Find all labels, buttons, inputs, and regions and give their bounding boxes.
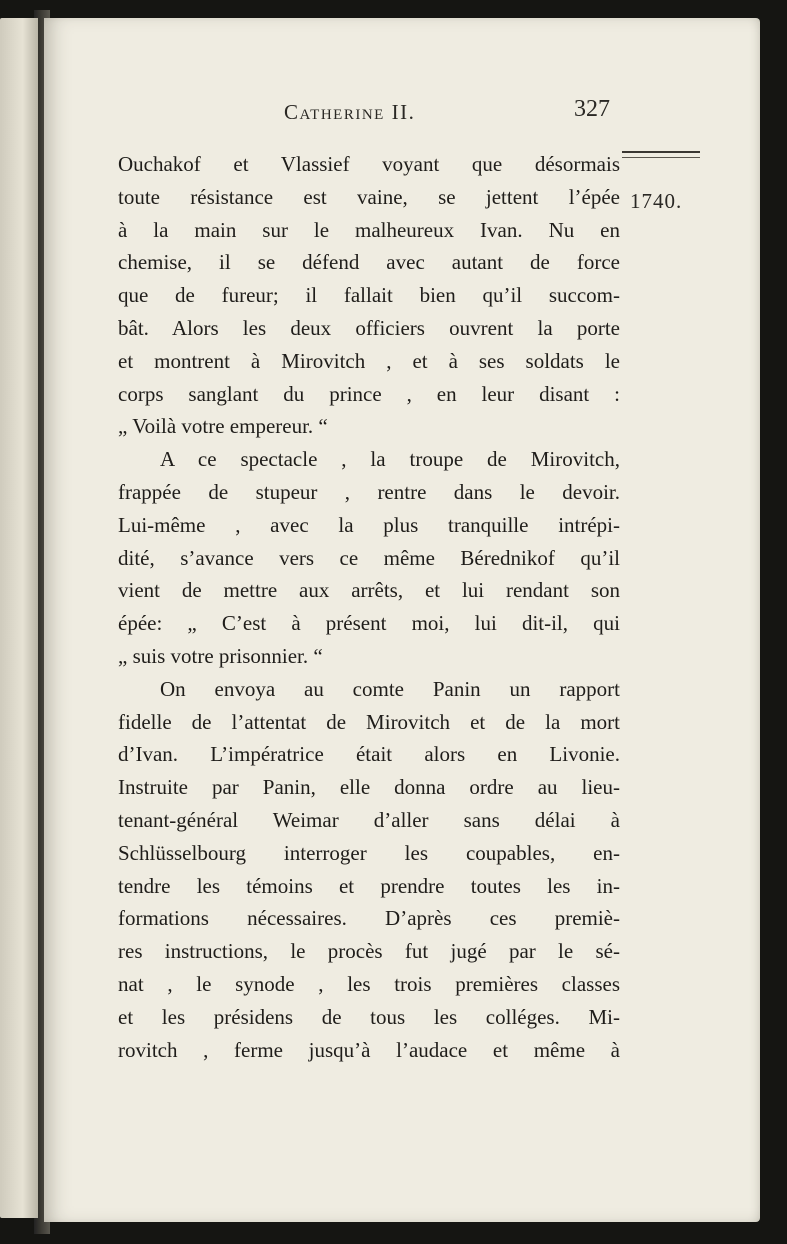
text-line: rovitch , ferme jusqu’à l’audace et même à [118, 1037, 620, 1062]
text-line: à la main sur le malheureux Ivan. Nu en [118, 217, 620, 242]
running-header-title: Catherine II. [284, 100, 416, 124]
text-line: Schlüsselbourg interroger les coupables, en- [118, 840, 620, 865]
text-line: nat , le synode , les trois premières classes [118, 971, 620, 996]
text-line: corps sanglant du prince , en leur disant : [118, 381, 620, 406]
text-line: Ouchakof et Vlassief voyant que désormais [118, 152, 620, 176]
text-line: toute résistance est vaine, se jettent l’épée [118, 184, 620, 209]
text-line: dité, s’avance vers ce même Bérednikof qu’il [118, 545, 620, 570]
text-line: Instruite par Panin, elle donna ordre au lieu- [118, 775, 620, 800]
text-line: frappée de stupeur , rentre dans le devoir. [118, 479, 620, 504]
text-line: d’Ivan. L’impératrice était alors en Livonie. [118, 742, 620, 767]
text-line: que de fureur; il fallait bien qu’il succom- [118, 283, 620, 308]
text-line: et les présidens de tous les colléges. Mi- [118, 1004, 620, 1029]
text-line: tenant-général Weimar d’aller sans délai à [118, 807, 620, 832]
text-line: et montrent à Mirovitch , et à ses soldats le [118, 348, 620, 373]
margin-rule-decoration [622, 151, 700, 158]
text-line: vient de mettre aux arrêts, et lui rendant son [118, 578, 620, 603]
book-page [44, 18, 760, 1222]
text-line: épée: „ C’est à présent moi, lui dit-il, qui [118, 611, 620, 636]
text-line: Lui-même , avec la plus tranquille intrépi- [118, 512, 620, 537]
text-line: bât. Alors les deux officiers ouvrent la porte [118, 315, 620, 340]
text-line: On envoya au comte Panin un rapport [160, 676, 620, 701]
page-number: 327 [574, 96, 610, 122]
text-line: „ suis votre prisonnier. “ [118, 643, 323, 668]
text-line: fidelle de l’attentat de Mirovitch et de la mort [118, 709, 620, 734]
margin-year-note: 1740. [630, 189, 683, 213]
text-line: „ Voilà votre empereur. “ [118, 414, 328, 439]
text-line: chemise, il se défend avec autant de force [118, 250, 620, 275]
text-line: res instructions, le procès fut jugé par le sé- [118, 939, 620, 964]
text-line: tendre les témoins et prendre toutes les in- [118, 873, 620, 898]
text-line: A ce spectacle , la troupe de Mirovitch, [160, 447, 620, 472]
left-page-edge [0, 18, 38, 1218]
text-line: formations nécessaires. D’après ces premiè- [118, 906, 620, 931]
body-text [118, 148, 620, 1066]
